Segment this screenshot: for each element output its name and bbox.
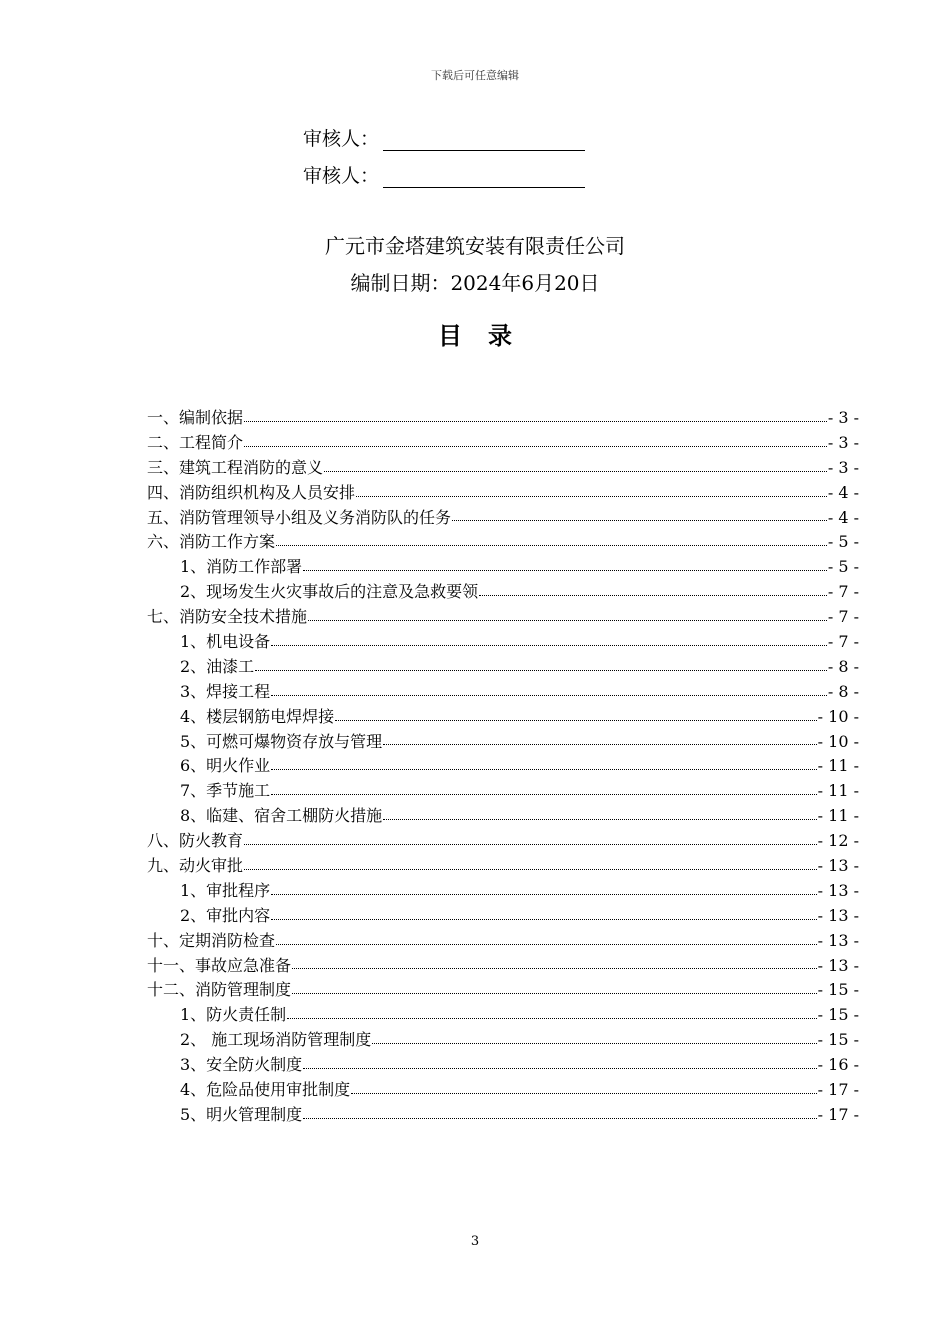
toc-entry[interactable]: [147, 406, 859, 431]
toc-entry-label: 1、消防工作部署: [180, 557, 303, 577]
toc-leader-dots: [356, 495, 827, 497]
toc-entry-label: 3、焊接工程: [180, 681, 271, 701]
toc-leader-dots: [303, 1067, 816, 1069]
toc-entry-page: - 16 -: [817, 1055, 859, 1075]
toc-entry[interactable]: [147, 730, 859, 755]
toc-entry[interactable]: [147, 854, 859, 879]
toc-entry-page: - 8 -: [827, 681, 859, 701]
toc-entry-page: - 10 -: [817, 706, 859, 726]
toc-entry-page: - 13 -: [817, 880, 859, 900]
toc-leader-dots: [271, 768, 816, 770]
toc-entry[interactable]: [147, 1003, 859, 1028]
toc-entry-page: - 13 -: [817, 905, 859, 925]
toc-entry-page: - 7 -: [827, 607, 859, 627]
toc-entry[interactable]: [147, 978, 859, 1003]
toc-entry[interactable]: [147, 879, 859, 904]
toc-entry-label: 8、临建、宿舍工棚防火措施: [180, 806, 383, 826]
signature-blank: [383, 130, 585, 151]
toc-entry-label: 5、明火管理制度: [180, 1104, 303, 1124]
toc-entry-page: - 10 -: [817, 731, 859, 751]
toc-entry-page: - 15 -: [817, 1005, 859, 1025]
toc-entry-page: - 15 -: [817, 980, 859, 1000]
toc-entry-page: - 12 -: [817, 831, 859, 851]
toc-entry-label: 九、动火审批: [147, 856, 244, 876]
toc-entry-label: 1、防火责任制: [180, 1005, 287, 1025]
toc-entry-label: 2、现场发生火灾事故后的注意及急救要领: [180, 582, 479, 602]
toc-entry[interactable]: [147, 530, 859, 555]
toc-entry-label: 十、定期消防检查: [147, 930, 276, 950]
toc-entry-page: - 4 -: [827, 507, 859, 527]
toc-leader-dots: [271, 918, 816, 920]
toc-entry-label: 5、可燃可爆物资存放与管理: [180, 731, 383, 751]
reviewer-label: 审核人：: [303, 165, 380, 187]
toc-entry-label: 1、审批程序: [180, 880, 271, 900]
toc-entry-page: - 8 -: [827, 656, 859, 676]
company-name: 广元市金塔建筑安装有限责任公司: [325, 234, 625, 258]
toc-entry-label: 八、防火教育: [147, 831, 244, 851]
toc-entry[interactable]: [147, 1028, 859, 1053]
toc-leader-dots: [271, 793, 816, 795]
toc-entry[interactable]: [147, 506, 859, 531]
toc-entry[interactable]: [147, 954, 859, 979]
toc-entry[interactable]: [147, 655, 859, 680]
toc-entry-label: 七、消防安全技术措施: [147, 607, 308, 627]
toc-leader-dots: [452, 519, 827, 521]
toc-entry[interactable]: [147, 904, 859, 929]
toc-entry[interactable]: [147, 1078, 859, 1103]
toc-entry[interactable]: [147, 630, 859, 655]
toc-entry[interactable]: [147, 705, 859, 730]
toc-leader-dots: [292, 967, 817, 969]
toc-entry-page: - 3 -: [827, 457, 859, 477]
toc-entry-page: - 7 -: [827, 582, 859, 602]
toc-entry[interactable]: [147, 431, 859, 456]
toc-entry-page: - 11 -: [817, 781, 859, 801]
toc-entry-label: 3、安全防火制度: [180, 1055, 303, 1075]
compile-date: 编制日期：2024年6月20日: [350, 271, 600, 295]
toc-leader-dots: [271, 644, 827, 646]
toc-entry-label: 六、消防工作方案: [147, 532, 276, 552]
signature-blank: [383, 167, 585, 188]
toc-leader-dots: [276, 943, 817, 945]
toc-entry-page: - 13 -: [817, 856, 859, 876]
toc-entry[interactable]: [147, 580, 859, 605]
reviewer-line-1: [303, 127, 585, 151]
toc-leader-dots: [383, 743, 816, 745]
toc-entry-label: 1、机电设备: [180, 632, 271, 652]
reviewer-label: 审核人：: [303, 128, 380, 150]
toc-title-char: 录: [488, 321, 512, 350]
toc-title-char: 目: [438, 321, 462, 350]
toc-entry-label: 二、工程简介: [147, 432, 244, 452]
toc-leader-dots: [383, 818, 816, 820]
toc-leader-dots: [244, 445, 827, 447]
toc-entry-label: 五、消防管理领导小组及义务消防队的任务: [147, 507, 452, 527]
toc-entry[interactable]: [147, 804, 859, 829]
toc-leader-dots: [308, 619, 827, 621]
toc-entry-page: - 13 -: [817, 930, 859, 950]
toc-title: [0, 316, 950, 351]
toc-entry[interactable]: [147, 555, 859, 580]
toc-entry-page: - 13 -: [817, 955, 859, 975]
toc-entry[interactable]: [147, 1103, 859, 1128]
toc-entry-label: 四、消防组织机构及人员安排: [147, 482, 356, 502]
toc-entry-page: - 11 -: [817, 806, 859, 826]
toc-leader-dots: [292, 992, 817, 994]
toc-leader-dots: [303, 1117, 816, 1119]
toc-entry-page: - 3 -: [827, 432, 859, 452]
header-note: 下载后可任意编辑: [431, 69, 519, 82]
toc-entry-page: - 5 -: [827, 557, 859, 577]
toc-entry-page: - 11 -: [817, 756, 859, 776]
toc-entry-label: 2、油漆工: [180, 656, 255, 676]
toc-entry[interactable]: [147, 754, 859, 779]
toc-leader-dots: [271, 893, 816, 895]
toc-entry-label: 十一、事故应急准备: [147, 955, 292, 975]
toc-entry[interactable]: [147, 605, 859, 630]
toc-entry-label: 4、楼层钢筋电焊焊接: [180, 706, 335, 726]
toc-leader-dots: [372, 1042, 816, 1044]
toc-entry-label: 2、审批内容: [180, 905, 271, 925]
toc-entry-page: - 15 -: [817, 1030, 859, 1050]
toc-entry[interactable]: [147, 779, 859, 804]
toc-entry-label: 一、编制依据: [147, 408, 244, 427]
toc-entry-label: 7、季节施工: [180, 781, 271, 801]
toc-entry-label: 6、明火作业: [180, 756, 271, 776]
toc-entry-page: - 17 -: [817, 1080, 859, 1100]
toc-entry[interactable]: [147, 680, 859, 705]
toc-entry[interactable]: [147, 456, 859, 481]
toc-entry-page: - 7 -: [827, 632, 859, 652]
toc-leader-dots: [244, 868, 817, 870]
toc-entry-label: 2、 施工现场消防管理制度: [180, 1030, 372, 1050]
toc-entry[interactable]: [147, 829, 859, 854]
toc-leader-dots: [276, 544, 827, 546]
toc-leader-dots: [244, 843, 817, 845]
toc-entry[interactable]: [147, 929, 859, 954]
toc-entry-page: - 17 -: [817, 1104, 859, 1124]
toc-entry-label: 4、危险品使用审批制度: [180, 1080, 351, 1100]
toc-leader-dots: [351, 1092, 816, 1094]
reviewer-line-2: [303, 164, 585, 188]
toc-entry[interactable]: [147, 1053, 859, 1078]
toc-entry-page: - 5 -: [827, 532, 859, 552]
toc-leader-dots: [479, 594, 827, 596]
page-number: 3: [470, 1234, 480, 1249]
toc-leader-dots: [271, 694, 827, 696]
toc-entry-label: 十二、消防管理制度: [147, 980, 292, 1000]
toc-leader-dots: [255, 669, 827, 671]
toc-leader-dots: [303, 569, 827, 571]
toc-entry-page: - 3 -: [827, 408, 859, 427]
toc-leader-dots: [244, 420, 827, 422]
toc-entry[interactable]: [147, 481, 859, 506]
table-of-contents: [147, 406, 859, 1128]
toc-entry-label: 三、建筑工程消防的意义: [147, 457, 324, 477]
toc-leader-dots: [335, 719, 816, 721]
toc-leader-dots: [287, 1017, 816, 1019]
toc-entry-page: - 4 -: [827, 482, 859, 502]
toc-leader-dots: [324, 470, 827, 472]
